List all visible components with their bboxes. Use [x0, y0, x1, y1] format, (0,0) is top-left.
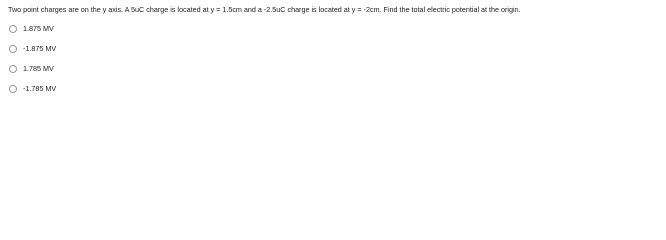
radio-button[interactable]: [9, 25, 17, 33]
question-text: Two point charges are on the y axis. A 5uC charge is located at y = 1.5cm and a -2.5uC charge is located at y = -2cm. Find the total electric potential at the origin.: [8, 5, 521, 14]
answer-option-label: 1.785 MV: [23, 64, 54, 73]
radio-button[interactable]: [9, 45, 17, 53]
answer-option[interactable]: [9, 24, 56, 34]
answer-option[interactable]: [9, 64, 56, 74]
answer-option-label: -1.785 MV: [23, 84, 57, 93]
answer-option-label: 1.875 MV: [23, 24, 54, 33]
answer-options: [9, 24, 56, 104]
answer-option[interactable]: [9, 44, 56, 54]
answer-option-label: -1.875 MV: [23, 44, 57, 53]
radio-button[interactable]: [9, 85, 17, 93]
answer-option[interactable]: [9, 84, 56, 94]
radio-button[interactable]: [9, 65, 17, 73]
